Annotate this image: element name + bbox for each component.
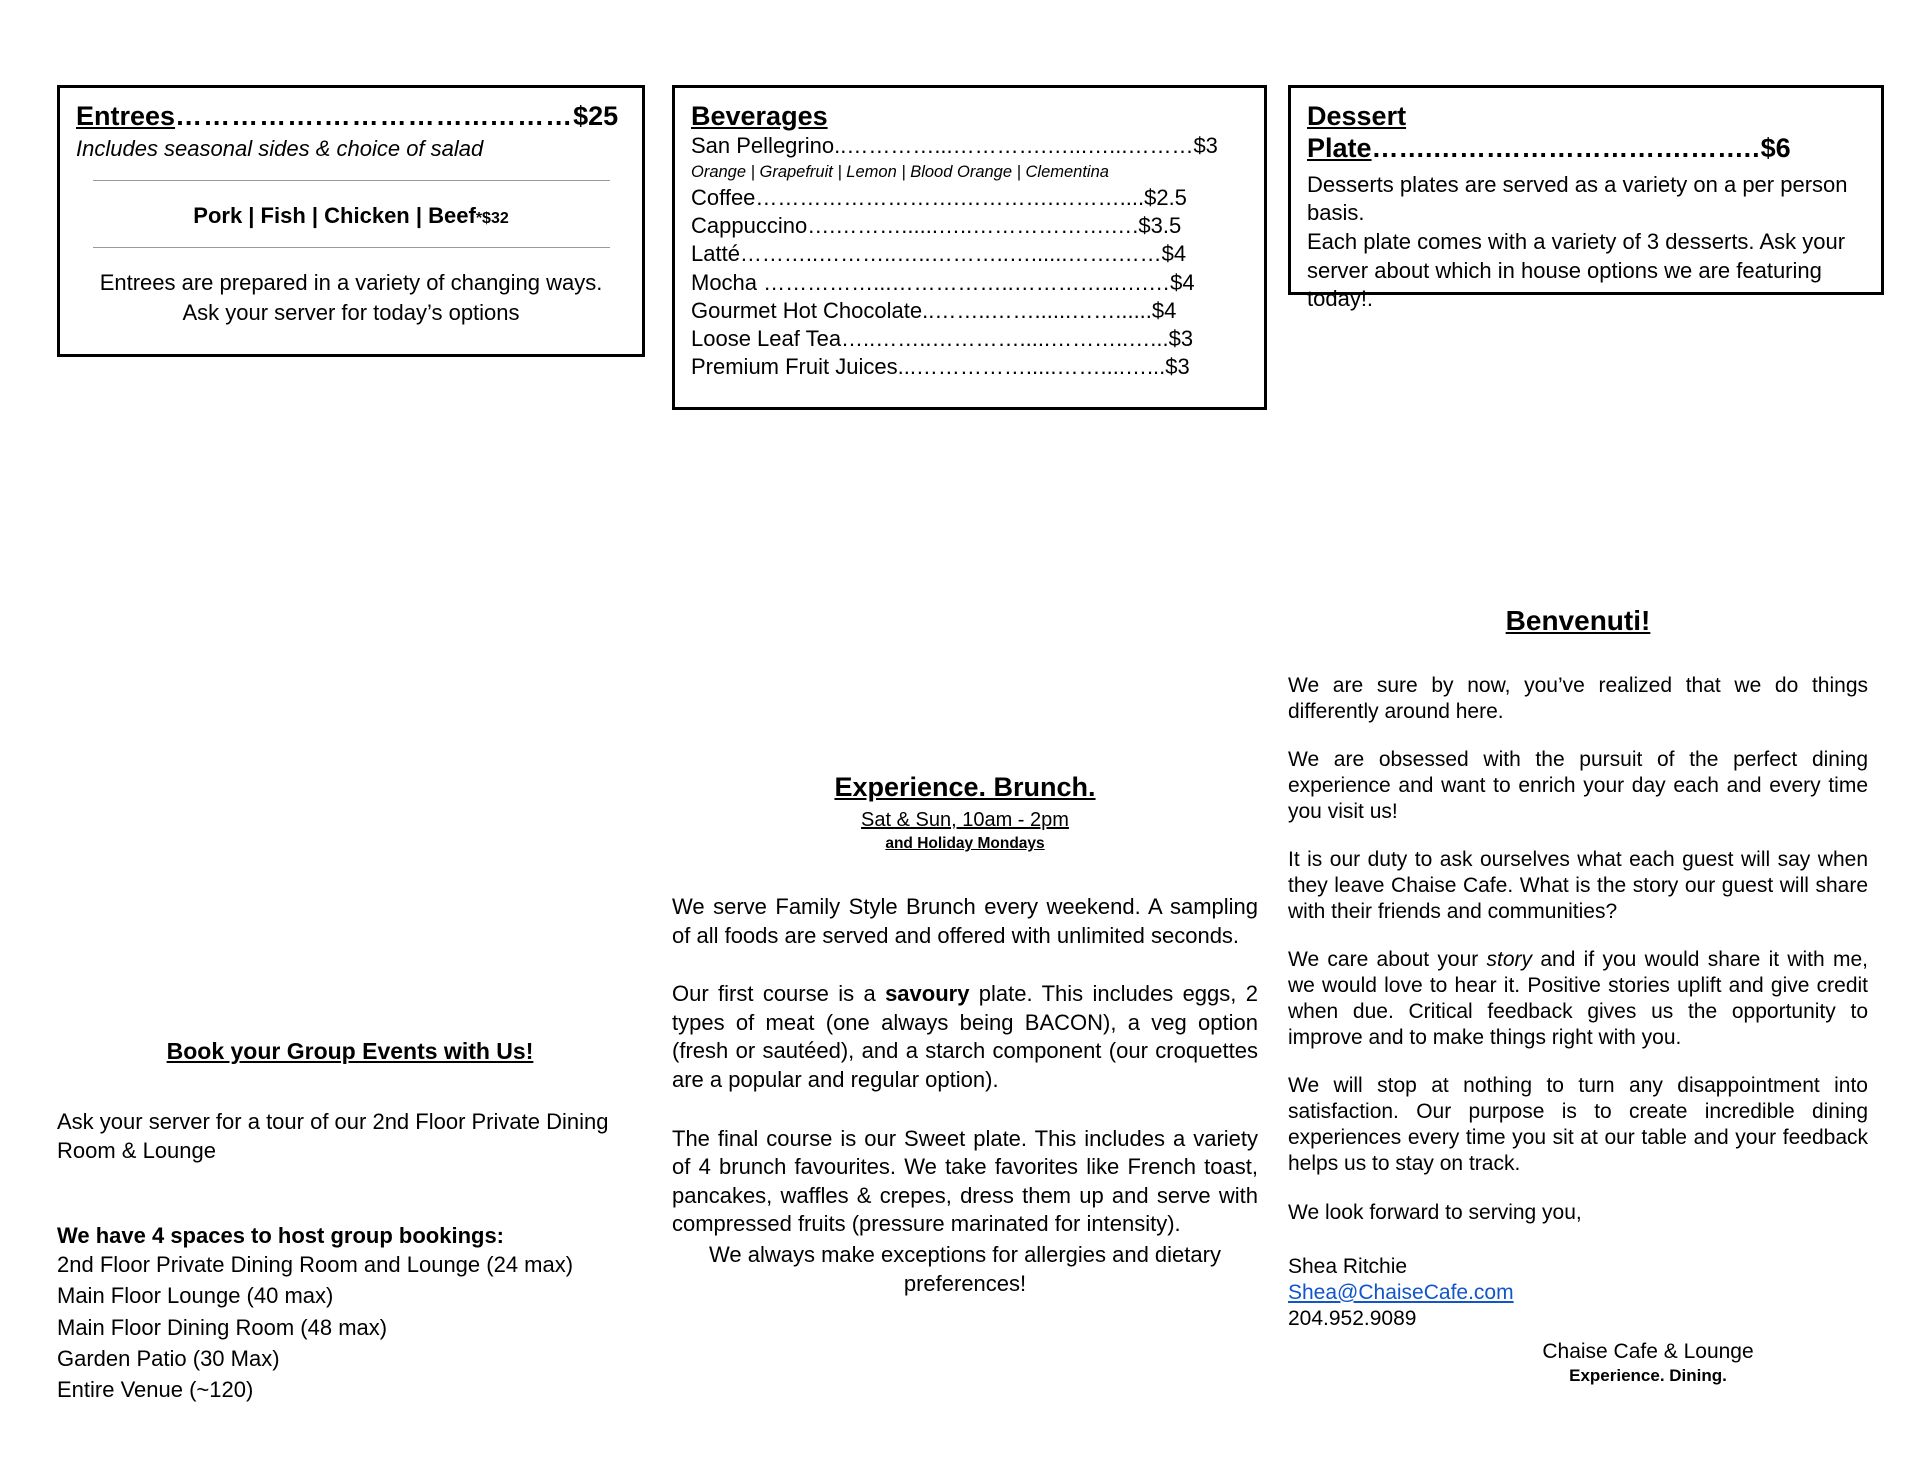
signature-phone: 204.952.9089 xyxy=(1288,1306,1417,1330)
signature-name: Shea Ritchie xyxy=(1288,1254,1408,1278)
brand-name: Chaise Cafe & Lounge xyxy=(1542,1339,1754,1363)
brunch-section xyxy=(672,772,1258,1298)
group-space-item: Garden Patio (30 Max) xyxy=(57,1345,280,1371)
divider xyxy=(93,180,610,181)
entrees-title-dots: …………….……………...……… xyxy=(175,101,574,131)
benvenuti-paragraph: It is our duty to ask ourselves what each guest will say when they leave Chaise Cafe. What is the story our guest will share with their friends and communities? xyxy=(1288,848,1868,924)
brunch-allergies-note: We always make exceptions for allergies and dietary preferences! xyxy=(709,1241,1221,1296)
entrees-footer-line1: Entrees are prepared in a variety of changing ways. xyxy=(99,270,603,296)
brunch-paragraph: We serve Family Style Brunch every weekend. A sampling of all foods are served and offered with unlimited seconds. xyxy=(672,894,1258,948)
dessert-description-line2: Each plate comes with a variety of 3 desserts. Ask your server about which in house options we are featuring today!. xyxy=(1307,228,1846,312)
entrees-subtitle: Includes seasonal sides & choice of salad xyxy=(76,136,484,162)
beverage-item: San Pellegrino..…………...………….…...…...………$3 xyxy=(691,133,1218,159)
beverage-item: Premium Fruit Juices...…………….....……....…...$3 xyxy=(691,354,1190,380)
benvenuti-closing: We look forward to serving you, xyxy=(1288,1200,1582,1224)
bold-word: savoury xyxy=(885,981,970,1007)
entrees-price: $25 xyxy=(573,101,619,131)
entrees-title: Entrees xyxy=(76,101,176,131)
brunch-paragraph: The final course is our Sweet plate. This includes a variety of 4 brunch favourites. We take favorites like French toast, pancakes, waffles & crepes, dress them up and serve with compressed fruits (pressure marinated for intensity). xyxy=(672,1125,1258,1237)
benvenuti-section xyxy=(1288,605,1868,1386)
group-space-item: Main Floor Dining Room (48 max) xyxy=(57,1314,388,1340)
group-events-intro: Ask your server for a tour of our 2nd Floor Private Dining Room & Lounge xyxy=(57,1109,609,1164)
beverage-item: Loose Leaf Tea…..……..………….....………..…...$3 xyxy=(691,325,1194,351)
entrees-options-note: *$32 xyxy=(475,210,509,228)
group-spaces-heading: We have 4 spaces to host group bookings: xyxy=(57,1223,505,1249)
divider xyxy=(93,247,610,248)
benvenuti-paragraph xyxy=(1288,947,1868,1051)
beverages-section xyxy=(672,85,1267,410)
entrees-title-line xyxy=(76,100,626,132)
entrees-section xyxy=(57,85,645,357)
italic-word: story xyxy=(1486,948,1533,972)
dessert-description xyxy=(1307,171,1865,314)
beverage-item: Coffee……………………….………….………....$2.5 xyxy=(691,185,1187,211)
benvenuti-paragraph: We are sure by now, you’ve realized that we do things differently around here. xyxy=(1288,674,1868,724)
brunch-title: Experience. Brunch. xyxy=(834,772,1096,802)
benvenuti-title: Benvenuti! xyxy=(1505,605,1651,636)
beverage-item: Gourmet Hot Chocolate..……..……......……......$4 xyxy=(691,297,1177,323)
dessert-section xyxy=(1288,85,1884,312)
group-events-section xyxy=(57,1038,643,1405)
paragraph-text: We care about your xyxy=(1288,948,1487,972)
paragraph-text: and if you would share it with me, we would love to hear it. Positive stories uplift and give credit when due. Critical feedback gives us the opportunity to improve and to make things right with you. xyxy=(1288,948,1868,1050)
entrees-footer xyxy=(76,268,626,327)
paragraph-text: plate. This includes eggs, 2 types of meat (one always being BACON), a veg option (fresh or sautéed), and a starch component (our croquettes are a popular and regular option). xyxy=(672,981,1258,1092)
beverage-item-flavors: Orange | Grapefruit | Lemon | Blood Orange | Clementina xyxy=(691,162,1109,181)
brunch-paragraph xyxy=(672,980,1258,1094)
dessert-title-line xyxy=(1307,100,1865,165)
entrees-options xyxy=(76,203,626,229)
brunch-schedule-extra: and Holiday Mondays xyxy=(885,835,1045,852)
dessert-title-dots: ….......…....…...…...…....…..... xyxy=(1371,133,1761,164)
benvenuti-paragraph: We are obsessed with the pursuit of the perfect dining experience and want to enrich your day each and every time you visit us! xyxy=(1288,748,1868,824)
beverages-title: Beverages xyxy=(691,101,828,131)
brunch-schedule: Sat & Sun, 10am - 2pm xyxy=(861,809,1069,831)
brand-tagline: Experience. Dining. xyxy=(1569,1365,1727,1385)
entrees-options-text: Pork | Fish | Chicken | Beef xyxy=(193,203,476,229)
beverage-item: Latté………..………..…..………..…......…….……$4 xyxy=(691,241,1187,267)
group-space-item: 2nd Floor Private Dining Room and Lounge (24 max) xyxy=(57,1252,574,1278)
group-events-title: Book your Group Events with Us! xyxy=(166,1038,534,1064)
dessert-description-line1: Desserts plates are served as a variety on a per person basis. xyxy=(1307,171,1848,226)
paragraph-text: Our first course is a xyxy=(672,981,886,1007)
dessert-title: Dessert Plate xyxy=(1307,101,1407,164)
email-link[interactable]: Shea@ChaiseCafe.com xyxy=(1288,1280,1514,1304)
benvenuti-paragraph: We will stop at nothing to turn any disappointment into satisfaction. Our purpose is to create incredible dining experiences every time you sit at our table and your feedback helps us to stay on track. xyxy=(1288,1074,1868,1176)
dessert-price: $6 xyxy=(1760,133,1791,164)
group-space-item: Entire Venue (~120) xyxy=(57,1377,254,1402)
group-space-item: Main Floor Lounge (40 max) xyxy=(57,1283,334,1309)
beverage-item: Cappuccino….………......…..……………….….$3.5 xyxy=(691,213,1182,239)
beverage-item: Mocha ……………...……………..…………...….…$4 xyxy=(691,269,1195,295)
entrees-footer-line2: Ask your server for today’s options xyxy=(182,300,520,326)
